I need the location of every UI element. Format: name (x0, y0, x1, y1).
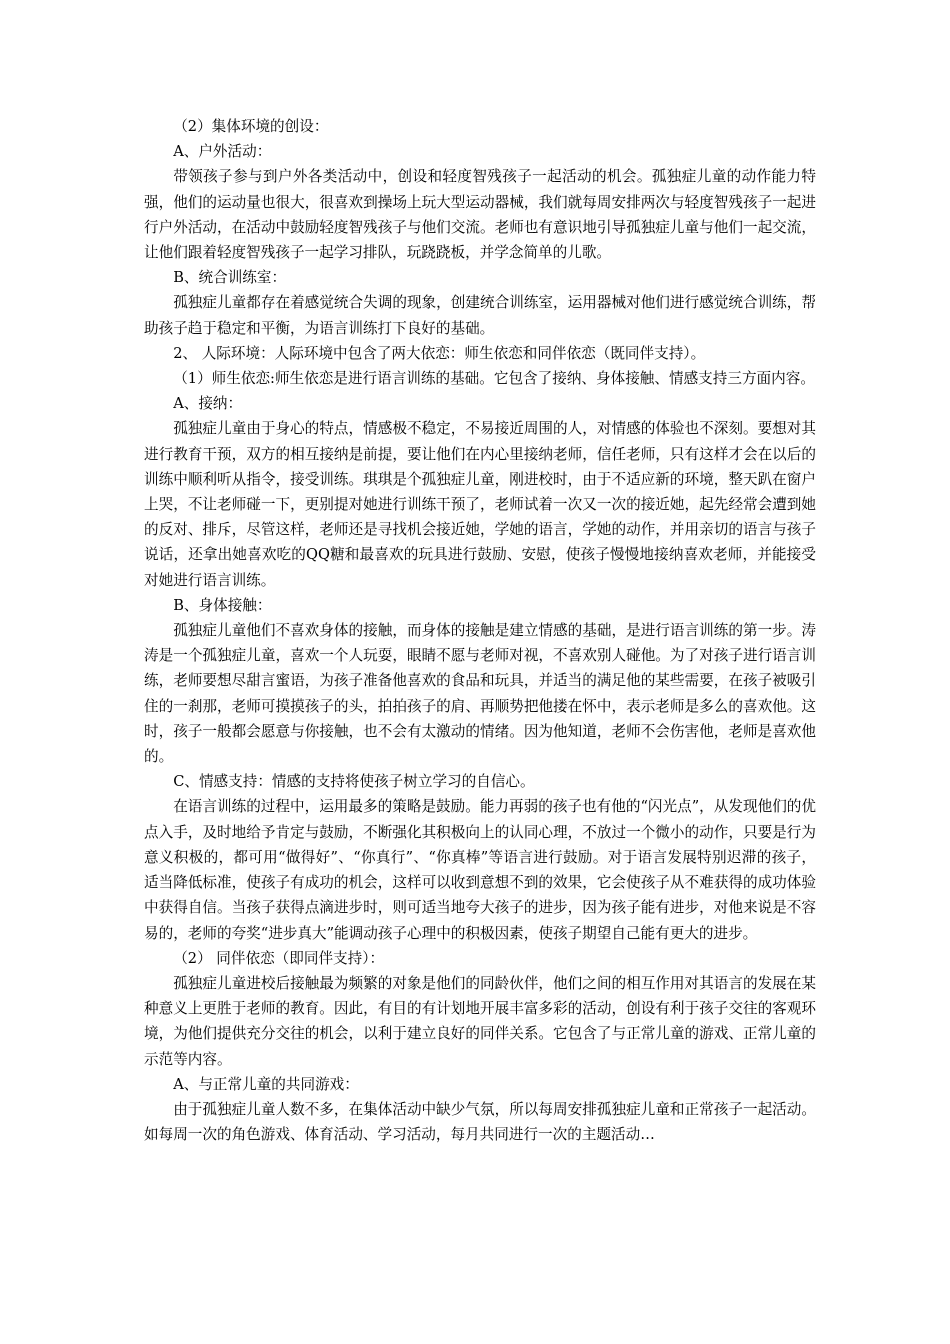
paragraph-integration-room: 孤独症儿童都存在着感觉统合失调的现象，创建统合训练室，运用器械对他们进行感觉统合训练，帮助孩子趋于稳定和平衡，为语言训练打下良好的基础。 (144, 294, 816, 337)
paragraph-acceptance: 孤独症儿童由于身心的特点，情感极不稳定，不易接近周围的人，对情感的体验也不深刻。要想对其进行教育干预，双方的相互接纳是前提，要让他们在内心里接纳老师，信任老师，只有这样才会在以后的训练中顺利听从指令，接受训练。琪琪是个孤独症儿童，刚进校时，由于不适应新的环境，整天趴在窗户上哭，不让老师碰一下，更别提对她进行训练干预了，老师试着一次又一次的接近她，起先经常会遭到她的反对、排斥，尽管这样，老师还是寻找机会接近她，学她的语言，学她的动作，并用亲切的语言与孩子说话，还拿出她喜欢吃的QQ糖和最喜欢的玩具进行鼓励、安慰，使孩子慢慢地接纳喜欢老师，并能接受对她进行语言训练。 (144, 420, 816, 589)
heading-collective-environment: （2）集体环境的创设： (173, 118, 329, 135)
heading-joint-games: A、与正常儿童的共同游戏： (173, 1075, 359, 1093)
document-page (144, 114, 816, 1147)
paragraph-peer-attachment: 孤独症儿童进校后接触最为频繁的对象是他们的同龄伙伴，他们之间的相互作用对其语言的发展在某种意义上更胜于老师的教育。因此，有目的有计划地开展丰富多彩的活动，创设有利于孩子交往的客观环境，为他们提供充分交往的机会，以利于建立良好的同伴关系。它包含了与正常儿童的游戏、正常儿童的示范等内容。 (144, 974, 816, 1068)
heading-emotional-support: C、情感支持：情感的支持将使孩子树立学习的自信心。 (173, 773, 535, 791)
paragraph-joint-games: 由于孤独症儿童人数不多，在集体活动中缺少气氛，所以每周安排孤独症儿童和正常孩子一起活动。如每周一次的角色游戏、体育活动、学习活动，每月共同进行一次的主题活动… (144, 1100, 816, 1144)
heading-physical-contact: B、身体接触： (173, 596, 272, 614)
paragraph-outdoor-activities: 带领孩子参与到户外各类活动中，创设和轻度智残孩子一起活动的机会。孤独症儿童的动作能力特强，他们的运动量也很大，很喜欢到操场上玩大型运动器械，我们就每周安排两次与轻度智残孩子一起进行户外活动，在活动中鼓励轻度智残孩子与他们交流。老师也有意识地引导孤独症儿童与他们一起交流，让他们跟着轻度智残孩子一起学习排队，玩跷跷板，并学念简单的儿歌。 (144, 168, 816, 262)
heading-acceptance: A、接纳： (173, 395, 243, 413)
paragraph-emotional-support: 在语言训练的过程中，运用最多的策略是鼓励。能力再弱的孩子也有他的“闪光点”，从发现他们的优点入手，及时地给予肯定与鼓励，不断强化其积极向上的认同心理，不放过一个微小的动作，只要是行为意义积极的，都可用“做得好”、“你真行”、“你真棒”等语言进行鼓励。对于语言发展特别迟滞的孩子，适当降低标准，使孩子有成功的机会，这样可以收到意想不到的效果，它会使孩子从不难获得的成功体验中获得自信。当孩子获得点滴进步时，则可适当地夸大孩子的进步，因为孩子能有进步，对他来说是不容易的，老师的夸奖“进步真大”能调动孩子心理中的积极因素，使孩子期望自己能有更大的进步。 (144, 798, 816, 942)
paragraph-teacher-attachment: （1）师生依恋:师生依恋是进行语言训练的基础。它包含了接纳、身体接触、情感支持三方面内容。 (173, 370, 815, 388)
heading-peer-attachment: （2） 同伴依恋（即同伴支持）： (173, 949, 385, 967)
heading-integration-room: B、统合训练室： (173, 269, 287, 287)
heading-interpersonal-environment: 2、 人际环境：人际环境中包含了两大依恋：师生依恋和同伴依恋（既同伴支持）。 (173, 344, 706, 362)
paragraph-physical-contact: 孤独症儿童他们不喜欢身体的接触，而身体的接触是建立情感的基础，是进行语言训练的第一步。涛涛是一个孤独症儿童，喜欢一个人玩耍，眼睛不愿与老师对视，不喜欢别人碰他。为了对孩子进行语言训练，老师要想尽甜言蜜语，为孩子准备他喜欢的食品和玩具，并适当的满足他的某些需要，在孩子被吸引住的一刹那，老师可摸摸孩子的头，拍拍孩子的肩、再顺势把他搂在怀中，表示老师是多么的喜欢他。这时，孩子一般都会愿意与你接触，也不会有太激动的情绪。因为他知道，老师不会伤害他，老师是喜欢他的。 (144, 622, 816, 766)
heading-outdoor-activities: A、户外活动： (173, 143, 272, 161)
